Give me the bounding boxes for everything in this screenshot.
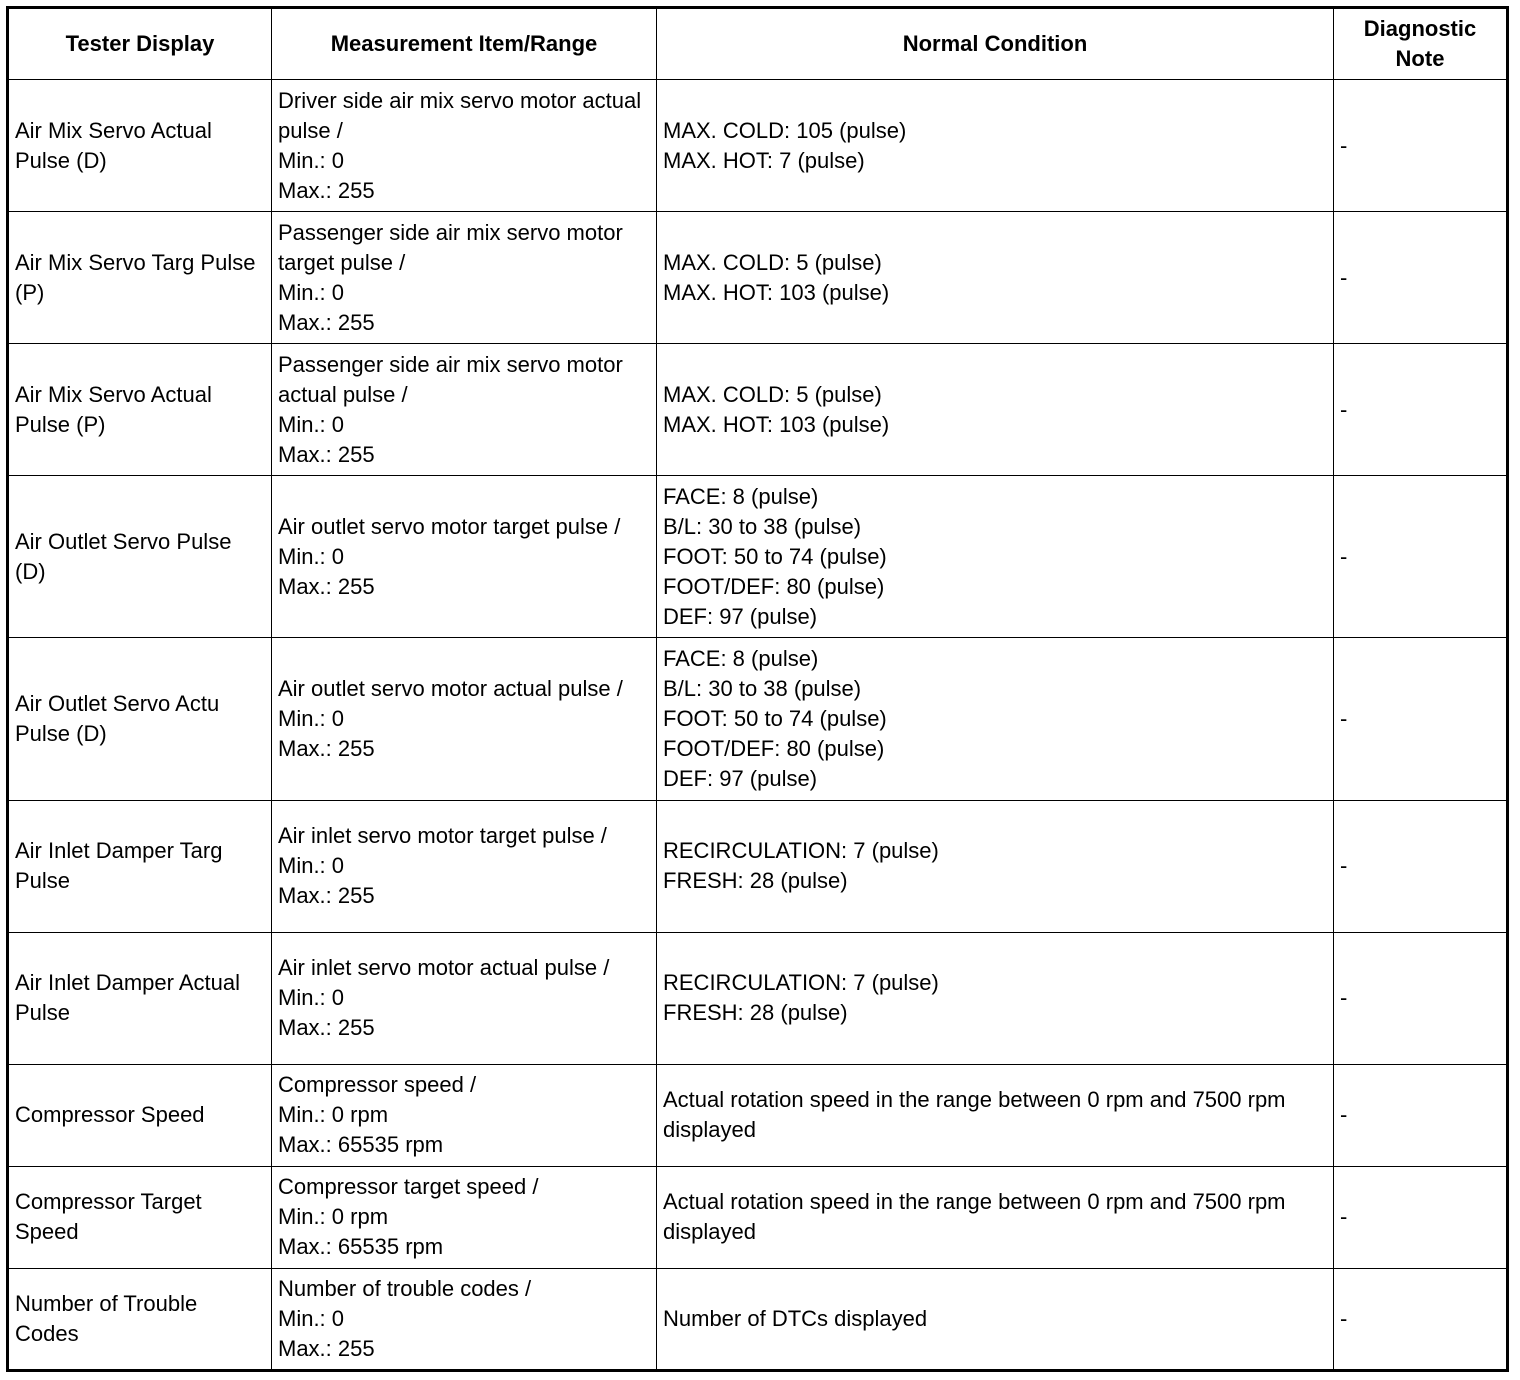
tester-display-text: Number of Trouble Codes [15,1290,198,1346]
normal-condition-line: MAX. HOT: 103 (pulse) [663,411,890,437]
normal-condition-line: DEF: 97 (pulse) [663,603,818,629]
tester-display-text: Air Outlet Servo Actu Pulse (D) [15,690,220,746]
data-list-sheet [6,6,1506,1372]
measurement-max: Max.: 65535 rpm [278,1132,444,1158]
measurement-max: Max.: 255 [278,1335,375,1361]
measurement-min: Min.: 0 [278,985,345,1011]
measurement-max: Max.: 255 [278,883,375,909]
tester-display-cell [8,212,272,344]
tester-display-cell [8,638,272,800]
measurement-item: Passenger side air mix servo motor target pulse / [278,219,623,275]
normal-condition-line: RECIRCULATION: 7 (pulse) [663,838,939,864]
diagnostic-note-cell: - [1334,638,1508,800]
table-row [8,932,1508,1064]
measurement-max: Max.: 255 [278,1015,375,1041]
measurement-cell [272,476,657,638]
measurement-cell [272,212,657,344]
diagnostic-note-cell: - [1334,476,1508,638]
measurement-cell [272,932,657,1064]
measurement-min: Min.: 0 rpm [278,1204,389,1230]
diagnostic-note-cell: - [1334,932,1508,1064]
tester-display-text: Compressor Speed [15,1102,205,1128]
measurement-min: Min.: 0 [278,705,345,731]
tester-display-cell [8,1268,272,1370]
measurement-max: Max.: 65535 rpm [278,1234,444,1260]
table-row [8,212,1508,344]
tester-display-text: Air Inlet Damper Targ Pulse [15,838,223,894]
normal-condition-line: MAX. COLD: 5 (pulse) [663,381,882,407]
measurement-item: Number of trouble codes / [278,1275,532,1301]
diagnostic-note-cell: - [1334,800,1508,932]
normal-condition-cell [657,638,1334,800]
table-row [8,1268,1508,1370]
diagnostic-note-cell: - [1334,1064,1508,1166]
table-header-row [8,8,1508,80]
table-row [8,800,1508,932]
normal-condition-cell [657,80,1334,212]
diagnostic-note-cell: - [1334,212,1508,344]
normal-condition-line: FOOT/DEF: 80 (pulse) [663,573,885,599]
measurement-min: Min.: 0 [278,853,345,879]
normal-condition-line: MAX. COLD: 5 (pulse) [663,249,882,275]
table-row [8,1166,1508,1268]
tester-display-cell [8,344,272,476]
measurement-min: Min.: 0 rpm [278,1102,389,1128]
table-row [8,344,1508,476]
tester-display-cell [8,80,272,212]
measurement-cell [272,1166,657,1268]
measurement-min: Min.: 0 [278,411,345,437]
measurement-min: Min.: 0 [278,279,345,305]
measurement-min: Min.: 0 [278,147,345,173]
normal-condition-line: MAX. HOT: 7 (pulse) [663,147,865,173]
tester-display-text: Air Inlet Damper Actual Pulse [15,970,240,1026]
normal-condition-line: Actual rotation speed in the range between 0 rpm and 7500 rpm displayed [663,1087,1286,1143]
normal-condition-cell [657,344,1334,476]
measurement-item: Air inlet servo motor actual pulse / [278,955,610,981]
measurement-max: Max.: 255 [278,309,375,335]
measurement-cell [272,1064,657,1166]
normal-condition-line: RECIRCULATION: 7 (pulse) [663,970,939,996]
measurement-min: Min.: 0 [278,543,345,569]
normal-condition-line: B/L: 30 to 38 (pulse) [663,675,862,701]
measurement-max: Max.: 255 [278,441,375,467]
normal-condition-line: FOOT: 50 to 74 (pulse) [663,543,887,569]
normal-condition-line: B/L: 30 to 38 (pulse) [663,513,862,539]
diagnostic-note-cell: - [1334,1268,1508,1370]
normal-condition-line: Actual rotation speed in the range between 0 rpm and 7500 rpm displayed [663,1189,1286,1245]
measurement-cell [272,800,657,932]
normal-condition-line: FACE: 8 (pulse) [663,645,819,671]
measurement-cell [272,1268,657,1370]
header-tester-display: Tester Display [8,8,272,80]
normal-condition-line: FOOT/DEF: 80 (pulse) [663,735,885,761]
tester-display-cell [8,476,272,638]
table-row [8,80,1508,212]
measurement-min: Min.: 0 [278,1305,345,1331]
data-list-table [6,6,1509,1372]
measurement-max: Max.: 255 [278,177,375,203]
tester-display-cell [8,1064,272,1166]
header-diagnostic-note: Diagnostic Note [1334,8,1508,80]
measurement-item: Driver side air mix servo motor actual pulse / [278,87,642,143]
measurement-cell [272,638,657,800]
table-row [8,476,1508,638]
header-measurement-item-range: Measurement Item/Range [272,8,657,80]
measurement-max: Max.: 255 [278,573,375,599]
tester-display-cell [8,1166,272,1268]
measurement-item: Air inlet servo motor target pulse / [278,823,607,849]
table-row [8,638,1508,800]
normal-condition-cell [657,1064,1334,1166]
table-row [8,1064,1508,1166]
measurement-item: Air outlet servo motor target pulse / [278,513,621,539]
measurement-item: Passenger side air mix servo motor actual pulse / [278,351,623,407]
diagnostic-note-cell: - [1334,80,1508,212]
normal-condition-cell [657,932,1334,1064]
tester-display-text: Air Mix Servo Targ Pulse (P) [15,249,256,305]
tester-display-text: Air Outlet Servo Pulse (D) [15,528,232,584]
measurement-max: Max.: 255 [278,735,375,761]
tester-display-text: Compressor Target Speed [15,1189,202,1245]
normal-condition-cell [657,1166,1334,1268]
diagnostic-note-cell: - [1334,1166,1508,1268]
normal-condition-line: Number of DTCs displayed [663,1305,928,1331]
normal-condition-line: DEF: 97 (pulse) [663,765,818,791]
normal-condition-line: FRESH: 28 (pulse) [663,1000,848,1026]
normal-condition-cell [657,212,1334,344]
measurement-cell [272,80,657,212]
normal-condition-line: FACE: 8 (pulse) [663,483,819,509]
normal-condition-line: FRESH: 28 (pulse) [663,868,848,894]
measurement-item: Compressor target speed / [278,1174,539,1200]
tester-display-text: Air Mix Servo Actual Pulse (P) [15,381,212,437]
header-normal-condition: Normal Condition [657,8,1334,80]
measurement-item: Air outlet servo motor actual pulse / [278,675,623,701]
normal-condition-line: MAX. HOT: 103 (pulse) [663,279,890,305]
normal-condition-cell [657,476,1334,638]
measurement-item: Compressor speed / [278,1072,477,1098]
normal-condition-line: FOOT: 50 to 74 (pulse) [663,705,887,731]
normal-condition-line: MAX. COLD: 105 (pulse) [663,117,907,143]
measurement-cell [272,344,657,476]
normal-condition-cell [657,800,1334,932]
normal-condition-cell [657,1268,1334,1370]
tester-display-cell [8,932,272,1064]
tester-display-cell [8,800,272,932]
diagnostic-note-cell: - [1334,344,1508,476]
tester-display-text: Air Mix Servo Actual Pulse (D) [15,117,212,173]
